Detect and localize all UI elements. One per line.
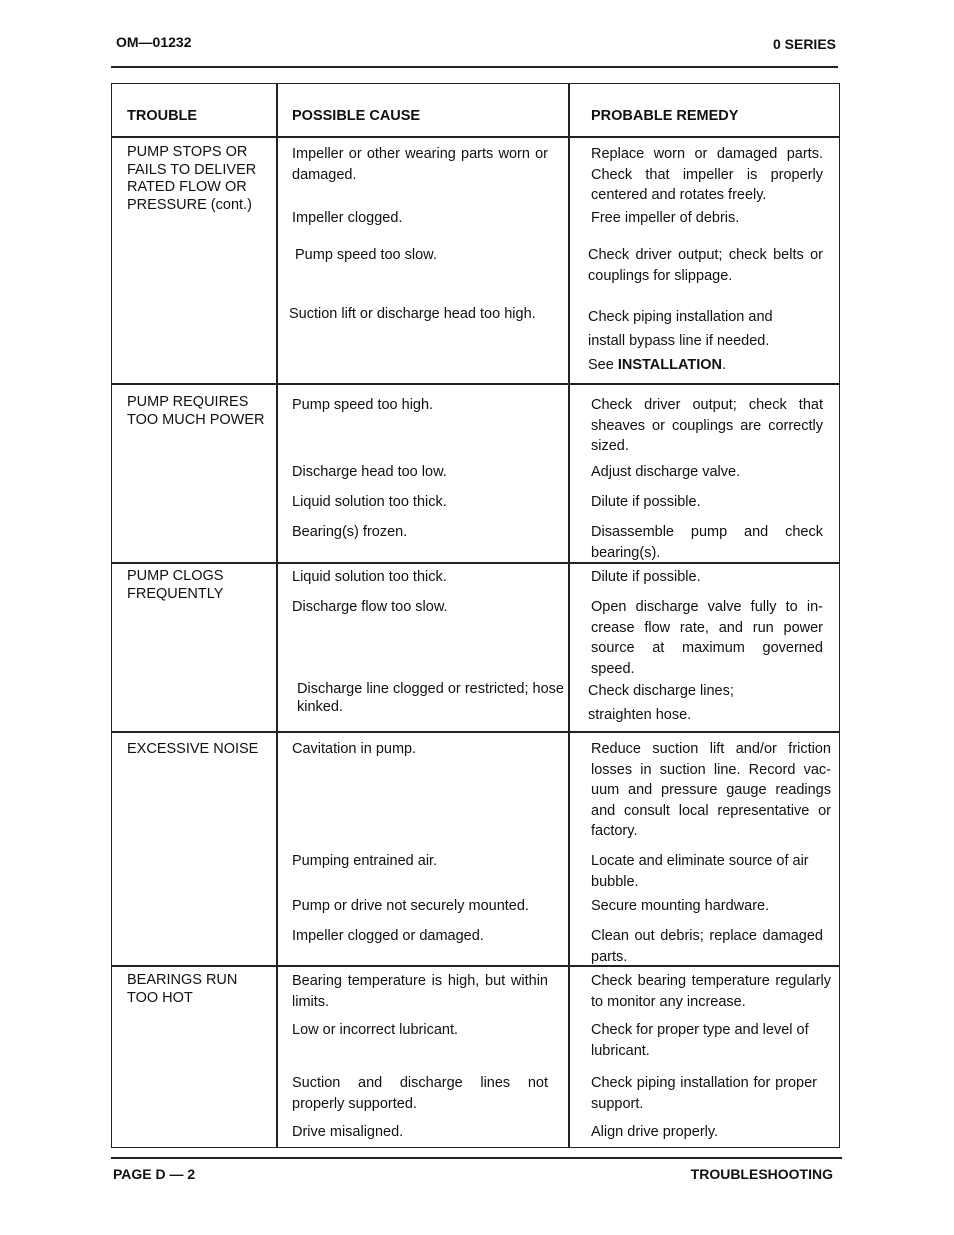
row-divider [112,731,839,733]
cause-text: Bearing(s) frozen. [292,524,408,540]
section-title: TROUBLESHOOTING [690,1166,833,1182]
installation-reference: INSTALLATION [617,357,723,373]
remedy-text: Check piping installation for proper support. [591,1075,817,1112]
header-rule [111,66,838,68]
column-header-cause: POSSIBLE CAUSE [292,108,421,124]
trouble-label: PUMP CLOGS FREQUENTLY [127,568,224,602]
remedy-text: Disassemble pump and check bearing(s). [591,524,823,561]
remedy-text: Reduce suction lift and/or friction losses in suction line. Record vacuum and pressure gauge readings and consult local representative or factory. [591,741,831,839]
remedy-text: Check piping installation and install bypass line if needed. See INSTALLATION. [588,309,773,373]
document-id: OM—01232 [116,34,192,50]
column-divider [568,84,570,1147]
remedy-text: Locate and eliminate source of air bubble. [591,853,809,890]
row-divider [112,136,839,138]
remedy-text: Check driver output; check belts or couplings for slippage. [588,247,823,284]
cause-text: Discharge flow too slow. [292,599,448,615]
cause-text: Suction and discharge lines not properly supported. [292,1075,548,1112]
remedy-text: Open discharge valve fully to increase flow rate, and run power source at maximum governed speed. [591,599,823,677]
trouble-label: PUMP STOPS OR FAILS TO DELIVER RATED FLOW OR PRESSURE (cont.) [127,144,257,213]
remedy-text: Dilute if possible. [591,494,701,510]
trouble-label: EXCESSIVE NOISE [127,741,259,757]
trouble-label: PUMP REQUIRES TOO MUCH POWER [127,394,265,428]
remedy-text: Replace worn or damaged parts. Check that impeller is properly centered and rotates freely. [591,146,823,203]
remedy-text: Secure mounting hardware. [591,898,770,914]
troubleshooting-table [111,83,840,1148]
remedy-text: Check discharge lines; straighten hose. [588,683,734,723]
cause-text: Suction lift or discharge head too high. [289,306,536,322]
row-divider [112,383,839,385]
cause-text: Liquid solution too thick. [292,569,447,585]
cause-text: Low or incorrect lubricant. [292,1022,459,1038]
cause-text: Cavitation in pump. [292,741,417,757]
cause-text: Pump or drive not securely mounted. [292,898,529,914]
remedy-text: Check bearing temperature regularly to monitor any increase. [591,973,831,1010]
remedy-text: Clean out debris; replace damaged parts. [591,928,823,965]
cause-text: Impeller clogged. [292,210,403,226]
remedy-text: Align drive properly. [591,1124,719,1140]
cause-text: Impeller or other wearing parts worn or damaged. [292,146,548,183]
cause-text: Pump speed too high. [292,397,434,413]
remedy-text: Free impeller of debris. [591,210,740,226]
cause-text: Pump speed too slow. [295,247,437,263]
remedy-text: Adjust discharge valve. [591,464,741,480]
cause-text: Liquid solution too thick. [292,494,447,510]
column-header-trouble: TROUBLE [127,108,198,124]
remedy-text: Check driver output; check that sheaves or couplings are correctly sized. [591,397,823,454]
series-label: 0 SERIES [772,36,836,52]
footer-rule [111,1157,842,1159]
column-divider [276,84,278,1147]
cause-text: Discharge head too low. [292,464,447,480]
remedy-text: Dilute if possible. [591,569,701,585]
remedy-text: Check for proper type and level of lubricant. [591,1022,809,1059]
cause-text: Pumping entrained air. [292,853,438,869]
cause-text: Impeller clogged or damaged. [292,928,484,944]
column-header-remedy: PROBABLE REMEDY [591,108,739,124]
cause-text: Bearing temperature is high, but within limits. [292,973,548,1010]
cause-text: Discharge line clogged or restricted; hose kinked. [297,681,564,715]
cause-text: Drive misaligned. [292,1124,404,1140]
trouble-label: BEARINGS RUN TOO HOT [127,972,238,1006]
page-number: PAGE D — 2 [113,1166,196,1182]
